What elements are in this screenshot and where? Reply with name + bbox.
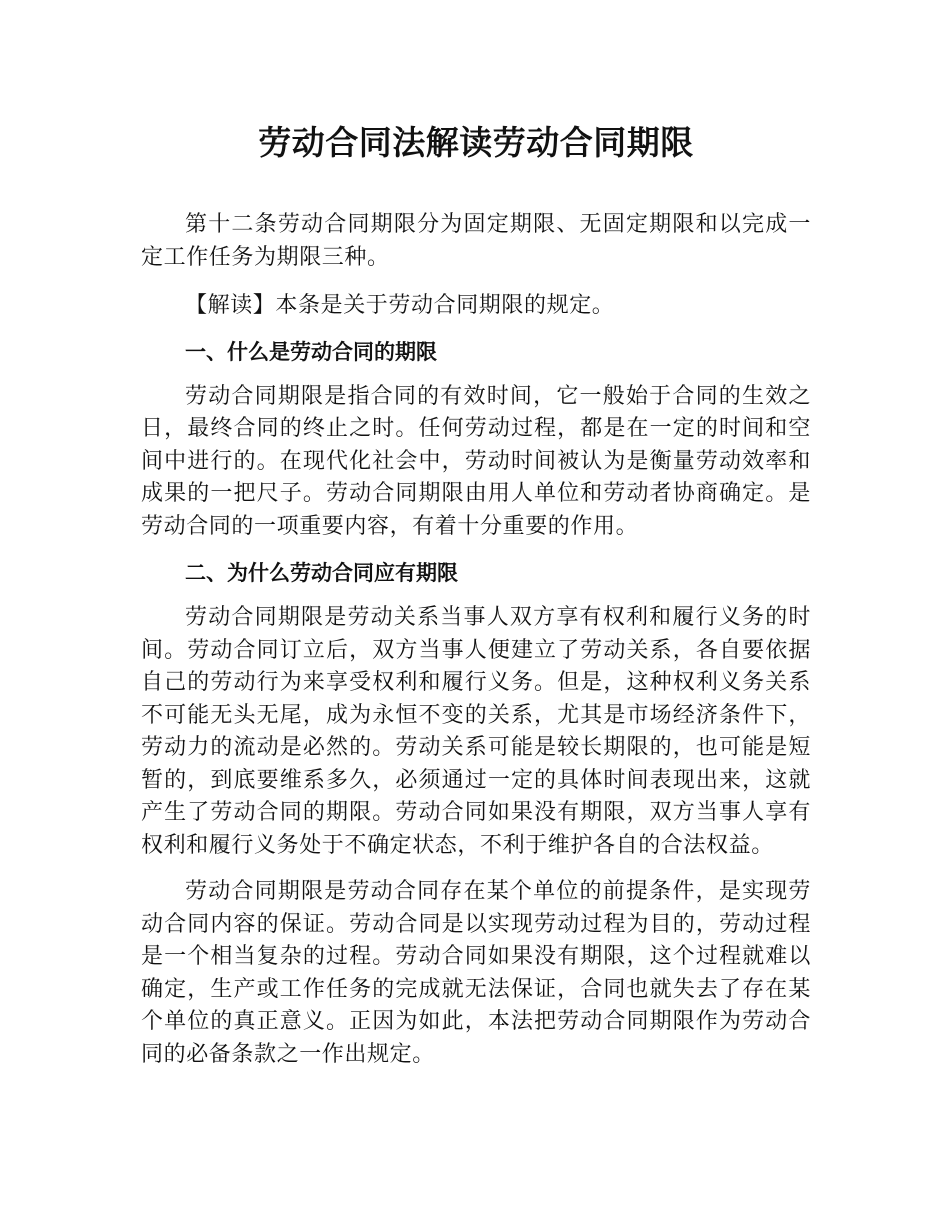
section-1-paragraph: 劳动合同期限是指合同的有效时间，它一般始于合同的生效之日，最终合同的终止之时。任何劳动过程，都是在一定的时间和空间中进行的。在现代化社会中，劳动时间被认为是衡量劳动效率和成果的一把尺子。劳动合同期限由用人单位和劳动者协商确定。是劳动合同的一项重要内容，有着十分重要的作用。: [141, 383, 811, 539]
section-heading-2: 二、为什么劳动合同应有期限: [185, 561, 458, 585]
article-text: 第十二条劳动合同期限分为固定期限、无固定期限和以完成一定工作任务为期限三种。: [141, 212, 811, 270]
document-title: 劳动合同法解读劳动合同期限: [258, 123, 694, 162]
section-heading-1: 一、什么是劳动合同的期限: [185, 339, 437, 364]
reading-intro: 【解读】本条是关于劳动合同期限的规定。: [185, 293, 615, 318]
section-2-paragraph-2: 劳动合同期限是劳动合同存在某个单位的前提条件，是实现劳动合同内容的保证。劳动合同是以实现劳动过程为目的，劳动过程是一个相当复杂的过程。劳动合同如果没有期限，这个过程就难以确定，生产或工作任务的完成就无法保证，合同也就失去了存在某个单位的真正意义。正因为如此，本法把劳动合同期限作为劳动合同的必备条款之一作出规定。: [141, 879, 811, 1067]
document-page: [141, 0, 811, 1071]
section-2-paragraph-1: 劳动合同期限是劳动关系当事人双方享有权利和履行义务的时间。劳动合同订立后，双方当事人便建立了劳动关系，各自要依据自己的劳动行为来享受权利和履行义务。但是，这种权利义务关系不可能无头无尾，成为永恒不变的关系，尤其是市场经济条件下，劳动力的流动是必然的。劳动关系可能是较长期限的，也可能是短暂的，到底要维系多久，必须通过一定的具体时间表现出来，这就产生了劳动合同的期限。劳动合同如果没有期限，双方当事人享有权利和履行义务处于不确定状态，不利于维护各自的合法权益。: [141, 605, 811, 858]
